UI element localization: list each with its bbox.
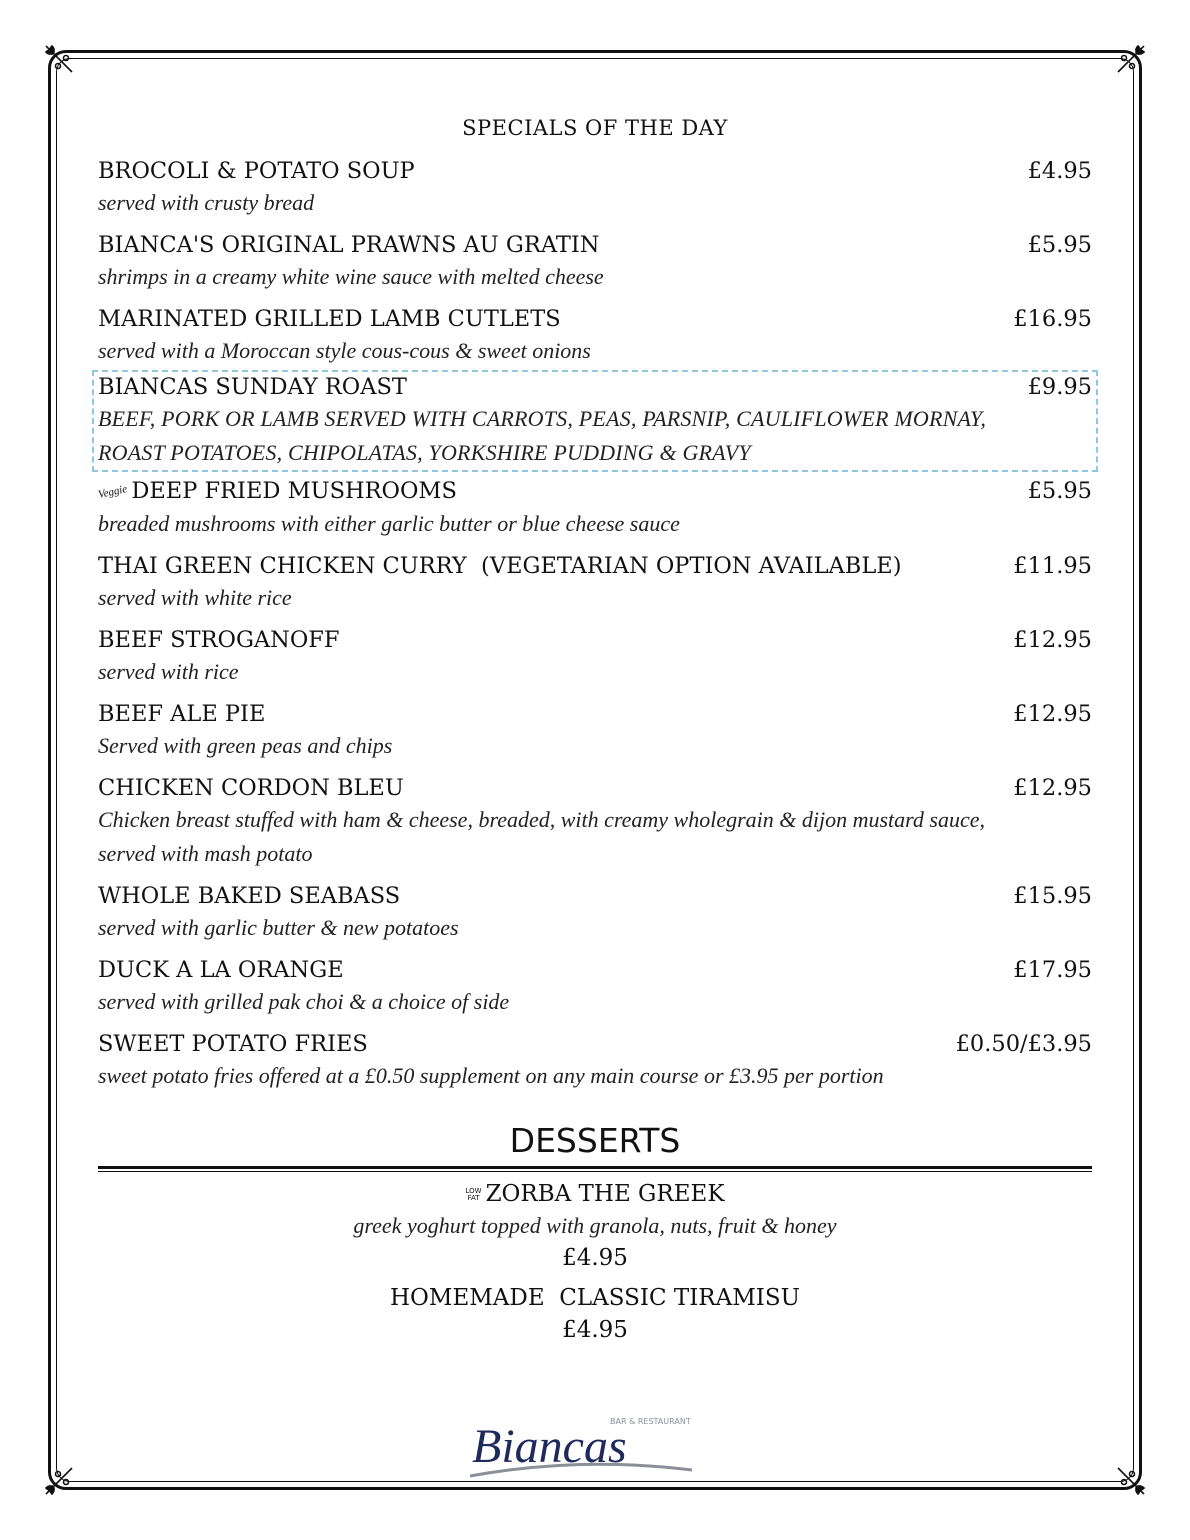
item-name: SWEET POTATO FRIES: [98, 1031, 368, 1057]
item-name: WHOLE BAKED SEABASS: [98, 883, 401, 909]
item-name: MARINATED GRILLED LAMB CUTLETS: [98, 306, 561, 332]
item-description: served with a Moroccan style cous-cous & sweet onions: [98, 338, 591, 363]
item-description: served with garlic butter & new potatoes: [98, 915, 459, 940]
veggie-badge-icon: Veggie: [97, 483, 129, 501]
item-price: £5.95: [1027, 232, 1092, 258]
item-name: BIANCA'S ORIGINAL PRAWNS AU GRATIN: [98, 232, 600, 258]
item-price: £15.95: [1013, 883, 1092, 909]
menu-item: [98, 881, 1092, 945]
floral-ornament-icon: [1112, 1462, 1150, 1500]
menu-item: [98, 955, 1092, 1019]
low-fat-badge-icon: LOW FAT: [465, 1187, 482, 1202]
item-description: shrimps in a creamy white wine sauce with melted cheese: [98, 264, 604, 289]
floral-ornament-icon: [1112, 40, 1150, 78]
menu-item: [98, 156, 1092, 220]
dessert-description: greek yoghurt topped with granola, nuts, fruit & honey: [353, 1213, 837, 1238]
item-price: £4.95: [1027, 158, 1092, 184]
menu-item: [98, 304, 1092, 368]
item-price: £0.50/£3.95: [955, 1031, 1092, 1057]
floral-ornament-icon: [40, 40, 78, 78]
menu-item: [98, 699, 1092, 763]
item-price: £12.95: [1013, 627, 1092, 653]
menu-item: [98, 1029, 1092, 1093]
item-name: CHICKEN CORDON BLEU: [98, 775, 404, 801]
menu-content: [98, 116, 1092, 1354]
dessert-item: [98, 1178, 1092, 1274]
item-description: BEEF, PORK OR LAMB SERVED WITH CARROTS, PEAS, PARSNIP, CAULIFLOWER MORNAY, ROAST POTATOES, CHIPOLATAS, YORKSHIRE PUDDING & GRAVY: [98, 406, 987, 465]
item-description: served with white rice: [98, 585, 292, 610]
item-price: £9.95: [1027, 374, 1092, 400]
item-name: BEEF STROGANOFF: [98, 627, 340, 653]
dessert-price: £4.95: [562, 1245, 628, 1271]
item-description: sweet potato fries offered at a £0.50 supplement on any main course or £3.95 per portion: [98, 1063, 884, 1088]
item-description: Served with green peas and chips: [98, 733, 393, 758]
item-description: breaded mushrooms with either garlic butter or blue cheese sauce: [98, 511, 680, 536]
item-name: BIANCAS SUNDAY ROAST: [98, 374, 407, 400]
item-price: £12.95: [1013, 775, 1092, 801]
floral-ornament-icon: [40, 1462, 78, 1500]
item-name: DUCK A LA ORANGE: [98, 957, 344, 983]
item-name: THAI GREEN CHICKEN CURRY (VEGETARIAN OPTION AVAILABLE): [98, 553, 902, 579]
item-name: BROCOLI & POTATO SOUP: [98, 158, 415, 184]
menu-item: [98, 230, 1092, 294]
menu-item-highlighted: [94, 372, 1096, 470]
menu-item: [98, 551, 1092, 615]
item-price: £12.95: [1013, 701, 1092, 727]
dessert-name: ZORBA THE GREEK: [485, 1181, 725, 1207]
divider: [98, 1166, 1092, 1172]
menu-item: [98, 773, 1092, 871]
svg-text:Biancas: Biancas: [472, 1420, 627, 1473]
dessert-item: [98, 1282, 1092, 1346]
svg-text:BAR & RESTAURANT: BAR & RESTAURANT: [610, 1417, 691, 1426]
biancas-logo: [460, 1412, 700, 1484]
item-description: served with crusty bread: [98, 190, 315, 215]
item-description: Chicken breast stuffed with ham & cheese, breaded, with creamy wholegrain & dijon mustard sauce, served with mash potato: [98, 807, 986, 866]
item-price: £17.95: [1013, 957, 1092, 983]
item-price: £16.95: [1013, 306, 1092, 332]
dessert-name: HOMEMADE CLASSIC TIRAMISU: [390, 1285, 800, 1311]
menu-item: [98, 476, 1092, 541]
item-price: £5.95: [1027, 478, 1092, 504]
item-name: DEEP FRIED MUSHROOMS: [131, 478, 457, 504]
desserts-title: DESSERTS: [509, 1121, 681, 1160]
item-description: served with rice: [98, 659, 239, 684]
item-price: £11.95: [1013, 553, 1092, 579]
menu-item: [98, 625, 1092, 689]
item-description: served with grilled pak choi & a choice of side: [98, 989, 510, 1014]
specials-title: SPECIALS OF THE DAY: [462, 116, 728, 140]
item-name: BEEF ALE PIE: [98, 701, 266, 727]
dessert-price: £4.95: [562, 1317, 628, 1343]
